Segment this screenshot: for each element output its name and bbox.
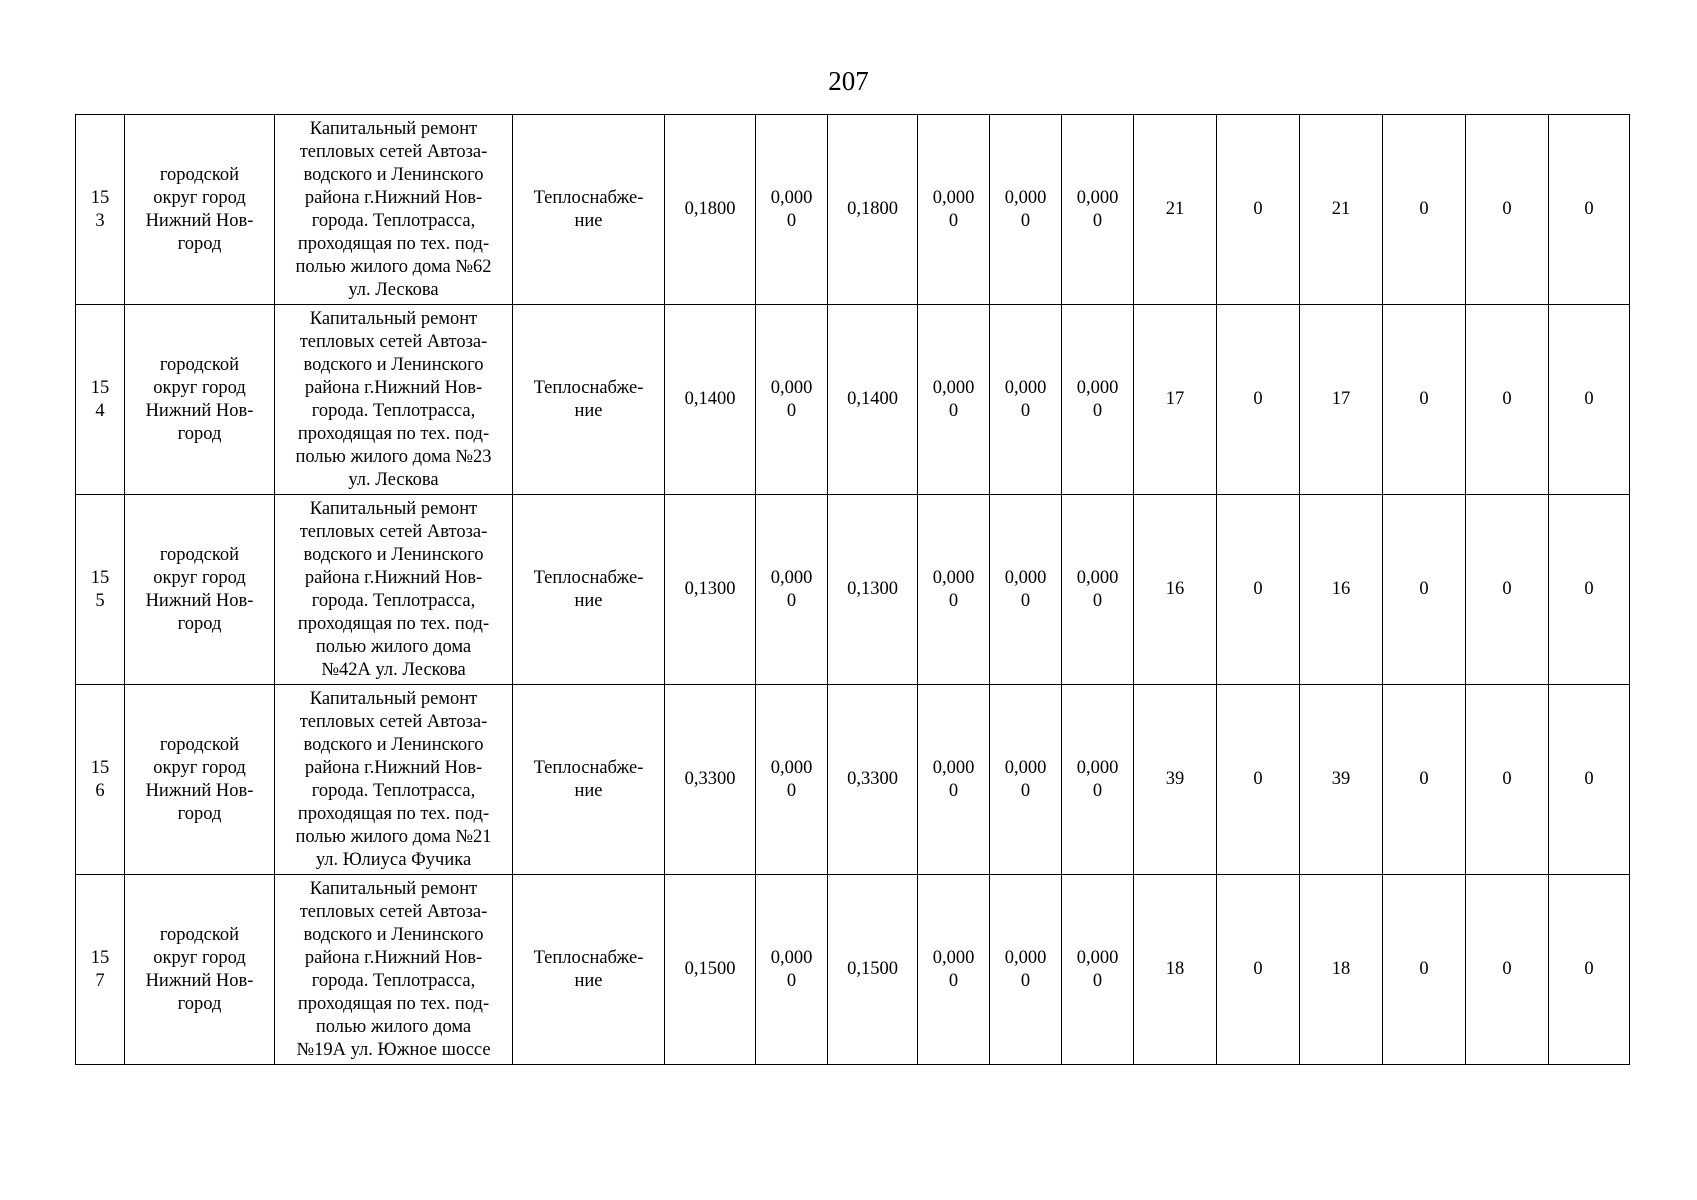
value-cell: 0,3300 [665, 685, 756, 875]
value-cell: 18 [1300, 875, 1383, 1065]
value-cell: 0,000 0 [918, 305, 990, 495]
object-name-cell: Капитальный ремонт тепловых сетей Автоза- водского и Ленинского района г.Нижний Нов- города. Теплотрасса, проходящая по тех. под- полью жилого дома №42А ул. Лескова [275, 495, 513, 685]
value-cell: 0,000 0 [756, 875, 828, 1065]
value-cell: 0 [1217, 685, 1300, 875]
object-name-cell: Капитальный ремонт тепловых сетей Автоза- водского и Ленинского района г.Нижний Нов- города. Теплотрасса, проходящая по тех. под- полью жилого дома №23 ул. Лескова [275, 305, 513, 495]
value-cell: 0 [1383, 495, 1466, 685]
table-row [76, 305, 1630, 495]
value-cell: 0 [1466, 305, 1549, 495]
value-cell: 0,1400 [828, 305, 918, 495]
value-cell: 0 [1383, 875, 1466, 1065]
value-cell: 0,000 0 [756, 115, 828, 305]
value-cell: 0,000 0 [918, 495, 990, 685]
value-cell: 0,000 0 [918, 875, 990, 1065]
value-cell: 0 [1217, 115, 1300, 305]
value-cell: 17 [1300, 305, 1383, 495]
value-cell: 21 [1300, 115, 1383, 305]
value-cell: 0,000 0 [1062, 495, 1134, 685]
page-number: 207 [828, 66, 869, 96]
value-cell: 0 [1466, 495, 1549, 685]
object-name-cell: Капитальный ремонт тепловых сетей Автоза- водского и Ленинского района г.Нижний Нов- города. Теплотрасса, проходящая по тех. под- полью жилого дома №62 ул. Лескова [275, 115, 513, 305]
table-row [76, 685, 1630, 875]
value-cell: 16 [1300, 495, 1383, 685]
value-cell: 0,1800 [828, 115, 918, 305]
row-number: 15 6 [76, 685, 125, 875]
value-cell: 0 [1549, 875, 1630, 1065]
value-cell: 0,1300 [665, 495, 756, 685]
service-type-cell: Теплоснабже- ние [513, 875, 665, 1065]
value-cell: 0,1400 [665, 305, 756, 495]
value-cell: 0,000 0 [1062, 305, 1134, 495]
value-cell: 0,000 0 [756, 305, 828, 495]
value-cell: 16 [1134, 495, 1217, 685]
service-type-cell: Теплоснабже- ние [513, 495, 665, 685]
value-cell: 0,000 0 [990, 305, 1062, 495]
value-cell: 0,000 0 [756, 685, 828, 875]
table-body [76, 115, 1630, 1065]
value-cell: 0 [1549, 495, 1630, 685]
value-cell: 0,000 0 [990, 875, 1062, 1065]
territory-cell: городской округ город Нижний Нов- город [125, 115, 275, 305]
row-number: 15 7 [76, 875, 125, 1065]
value-cell: 0,1500 [828, 875, 918, 1065]
territory-cell: городской округ город Нижний Нов- город [125, 875, 275, 1065]
row-number: 15 3 [76, 115, 125, 305]
object-name-cell: Капитальный ремонт тепловых сетей Автоза- водского и Ленинского района г.Нижний Нов- города. Теплотрасса, проходящая по тех. под- полью жилого дома №21 ул. Юлиуса Фучика [275, 685, 513, 875]
value-cell: 0 [1549, 305, 1630, 495]
value-cell: 0 [1383, 115, 1466, 305]
row-number: 15 4 [76, 305, 125, 495]
value-cell: 0,000 0 [990, 115, 1062, 305]
value-cell: 0,1800 [665, 115, 756, 305]
value-cell: 0,1500 [665, 875, 756, 1065]
value-cell: 0 [1217, 305, 1300, 495]
territory-cell: городской округ город Нижний Нов- город [125, 495, 275, 685]
value-cell: 0,000 0 [1062, 875, 1134, 1065]
territory-cell: городской округ город Нижний Нов- город [125, 305, 275, 495]
value-cell: 21 [1134, 115, 1217, 305]
service-type-cell: Теплоснабже- ние [513, 115, 665, 305]
value-cell: 0 [1466, 875, 1549, 1065]
value-cell: 0 [1383, 685, 1466, 875]
value-cell: 17 [1134, 305, 1217, 495]
table-row [76, 875, 1630, 1065]
value-cell: 0 [1217, 875, 1300, 1065]
repair-program-table [75, 114, 1630, 1065]
value-cell: 18 [1134, 875, 1217, 1065]
value-cell: 0 [1549, 115, 1630, 305]
territory-cell: городской округ город Нижний Нов- город [125, 685, 275, 875]
value-cell: 39 [1134, 685, 1217, 875]
value-cell: 0,000 0 [1062, 685, 1134, 875]
value-cell: 0 [1466, 685, 1549, 875]
table-row [76, 115, 1630, 305]
object-name-cell: Капитальный ремонт тепловых сетей Автоза- водского и Ленинского района г.Нижний Нов- города. Теплотрасса, проходящая по тех. под- полью жилого дома №19А ул. Южное шоссе [275, 875, 513, 1065]
value-cell: 0,000 0 [756, 495, 828, 685]
value-cell: 0,000 0 [1062, 115, 1134, 305]
service-type-cell: Теплоснабже- ние [513, 685, 665, 875]
value-cell: 0,000 0 [918, 115, 990, 305]
value-cell: 0,3300 [828, 685, 918, 875]
value-cell: 0 [1549, 685, 1630, 875]
value-cell: 0,000 0 [990, 685, 1062, 875]
value-cell: 0 [1466, 115, 1549, 305]
service-type-cell: Теплоснабже- ние [513, 305, 665, 495]
value-cell: 39 [1300, 685, 1383, 875]
value-cell: 0,000 0 [990, 495, 1062, 685]
value-cell: 0 [1383, 305, 1466, 495]
value-cell: 0 [1217, 495, 1300, 685]
value-cell: 0,1300 [828, 495, 918, 685]
table-row [76, 495, 1630, 685]
row-number: 15 5 [76, 495, 125, 685]
value-cell: 0,000 0 [918, 685, 990, 875]
